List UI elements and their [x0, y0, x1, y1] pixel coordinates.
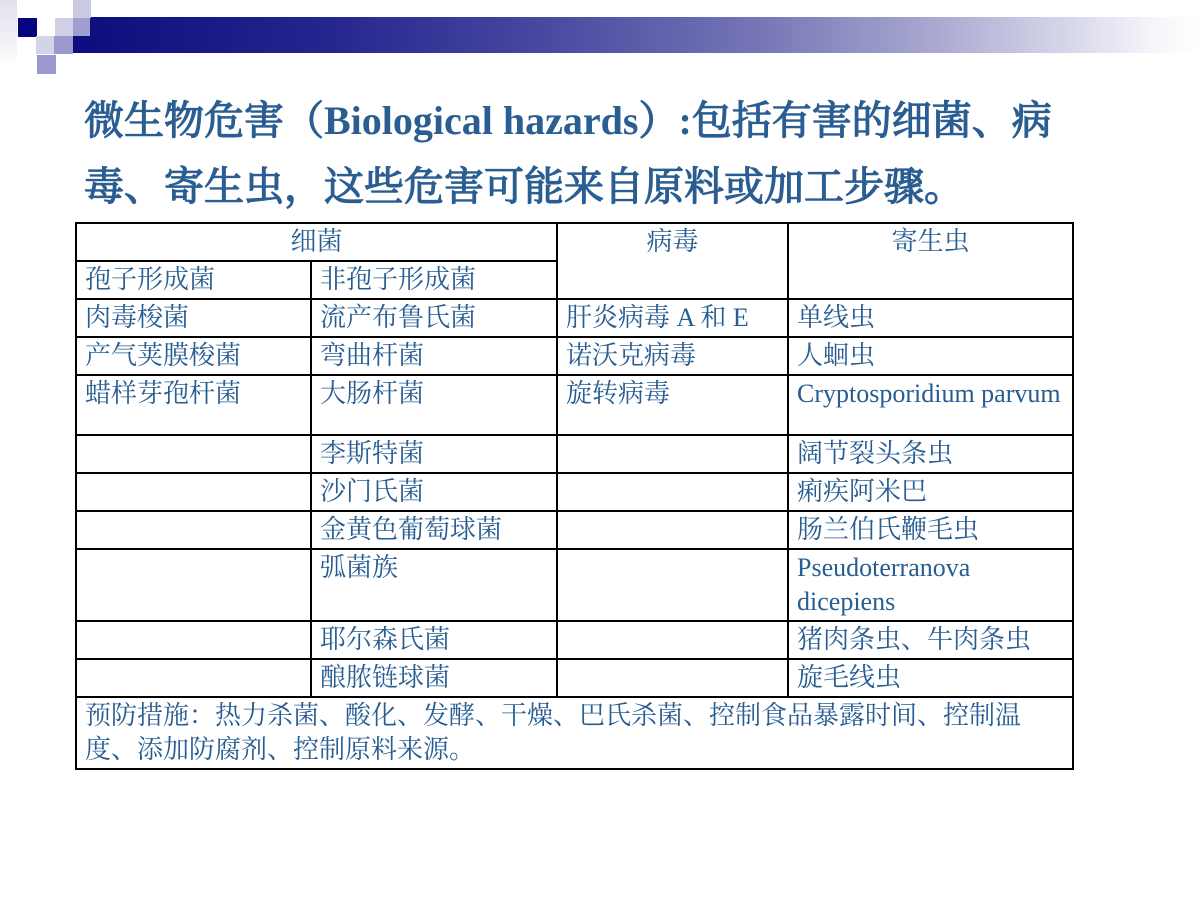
virus-header: 病毒 [557, 223, 788, 299]
spore-cell [76, 621, 311, 659]
deco-square-medium [73, 18, 90, 36]
slide-title [84, 88, 1174, 220]
parasite-cell: Cryptosporidium parvum [788, 375, 1073, 435]
table-row [76, 337, 1073, 375]
parasite-cell: 痢疾阿米巴 [788, 473, 1073, 511]
prevention-text: 预防措施：热力杀菌、酸化、发酵、干燥、巴氏杀菌、控制食品暴露时间、控制温度、添加防腐剂、控制原料来源。 [76, 697, 1073, 769]
spore-cell [76, 659, 311, 697]
non-spore-cell: 弧菌族 [311, 549, 557, 621]
non-spore-cell: 沙门氏菌 [311, 473, 557, 511]
non-spore-forming-subheader: 非孢子形成菌 [311, 261, 557, 299]
table-row [76, 375, 1073, 435]
biological-hazards-table [75, 222, 1074, 770]
non-spore-cell: 弯曲杆菌 [311, 337, 557, 375]
parasite-cell: 旋毛线虫 [788, 659, 1073, 697]
table-row [76, 511, 1073, 549]
non-spore-cell: 大肠杆菌 [311, 375, 557, 435]
deco-square-dark [73, 36, 90, 53]
deco-square-dark [18, 18, 37, 37]
left-gradient-strip [0, 0, 17, 66]
parasite-cell: Pseudoterranova dicepiens [788, 549, 1073, 621]
non-spore-cell: 耶尔森氏菌 [311, 621, 557, 659]
deco-square-light [55, 18, 73, 36]
header-gradient-bar [90, 17, 1200, 53]
deco-square-medium [54, 36, 73, 54]
title-line-2: 毒、寄生虫，这些危害可能来自原料或加工步骤。 [84, 164, 964, 209]
parasite-cell: 猪肉条虫、牛肉条虫 [788, 621, 1073, 659]
table-row [76, 299, 1073, 337]
non-spore-cell: 李斯特菌 [311, 435, 557, 473]
non-spore-cell: 金黄色葡萄球菌 [311, 511, 557, 549]
virus-cell [557, 549, 788, 621]
virus-cell [557, 511, 788, 549]
spore-cell [76, 435, 311, 473]
parasite-cell: 单线虫 [788, 299, 1073, 337]
non-spore-cell: 酿脓链球菌 [311, 659, 557, 697]
parasite-header: 寄生虫 [788, 223, 1073, 299]
parasite-cell: 阔节裂头条虫 [788, 435, 1073, 473]
virus-cell: 旋转病毒 [557, 375, 788, 435]
table-row [76, 659, 1073, 697]
table-row [76, 435, 1073, 473]
parasite-cell: 肠兰伯氏鞭毛虫 [788, 511, 1073, 549]
virus-cell [557, 473, 788, 511]
virus-cell: 诺沃克病毒 [557, 337, 788, 375]
spore-cell [76, 473, 311, 511]
prevention-row [76, 697, 1073, 769]
virus-cell: 肝炎病毒 A 和 E [557, 299, 788, 337]
spore-cell: 产气荚膜梭菌 [76, 337, 311, 375]
virus-cell [557, 435, 788, 473]
spore-cell [76, 511, 311, 549]
spore-cell: 蜡样芽孢杆菌 [76, 375, 311, 435]
spore-forming-subheader: 孢子形成菌 [76, 261, 311, 299]
non-spore-cell: 流产布鲁氏菌 [311, 299, 557, 337]
bacteria-header: 细菌 [76, 223, 557, 261]
deco-square-light [36, 36, 54, 54]
table-row [76, 621, 1073, 659]
table-row [76, 549, 1073, 621]
deco-square-medium [37, 55, 56, 74]
parasite-cell: 人蛔虫 [788, 337, 1073, 375]
title-line-1: 微生物危害（Biological hazards）:包括有害的细菌、病 [84, 98, 1052, 143]
virus-cell [557, 659, 788, 697]
spore-cell: 肉毒梭菌 [76, 299, 311, 337]
deco-square-light [73, 0, 91, 18]
table-row [76, 473, 1073, 511]
spore-cell [76, 549, 311, 621]
virus-cell [557, 621, 788, 659]
